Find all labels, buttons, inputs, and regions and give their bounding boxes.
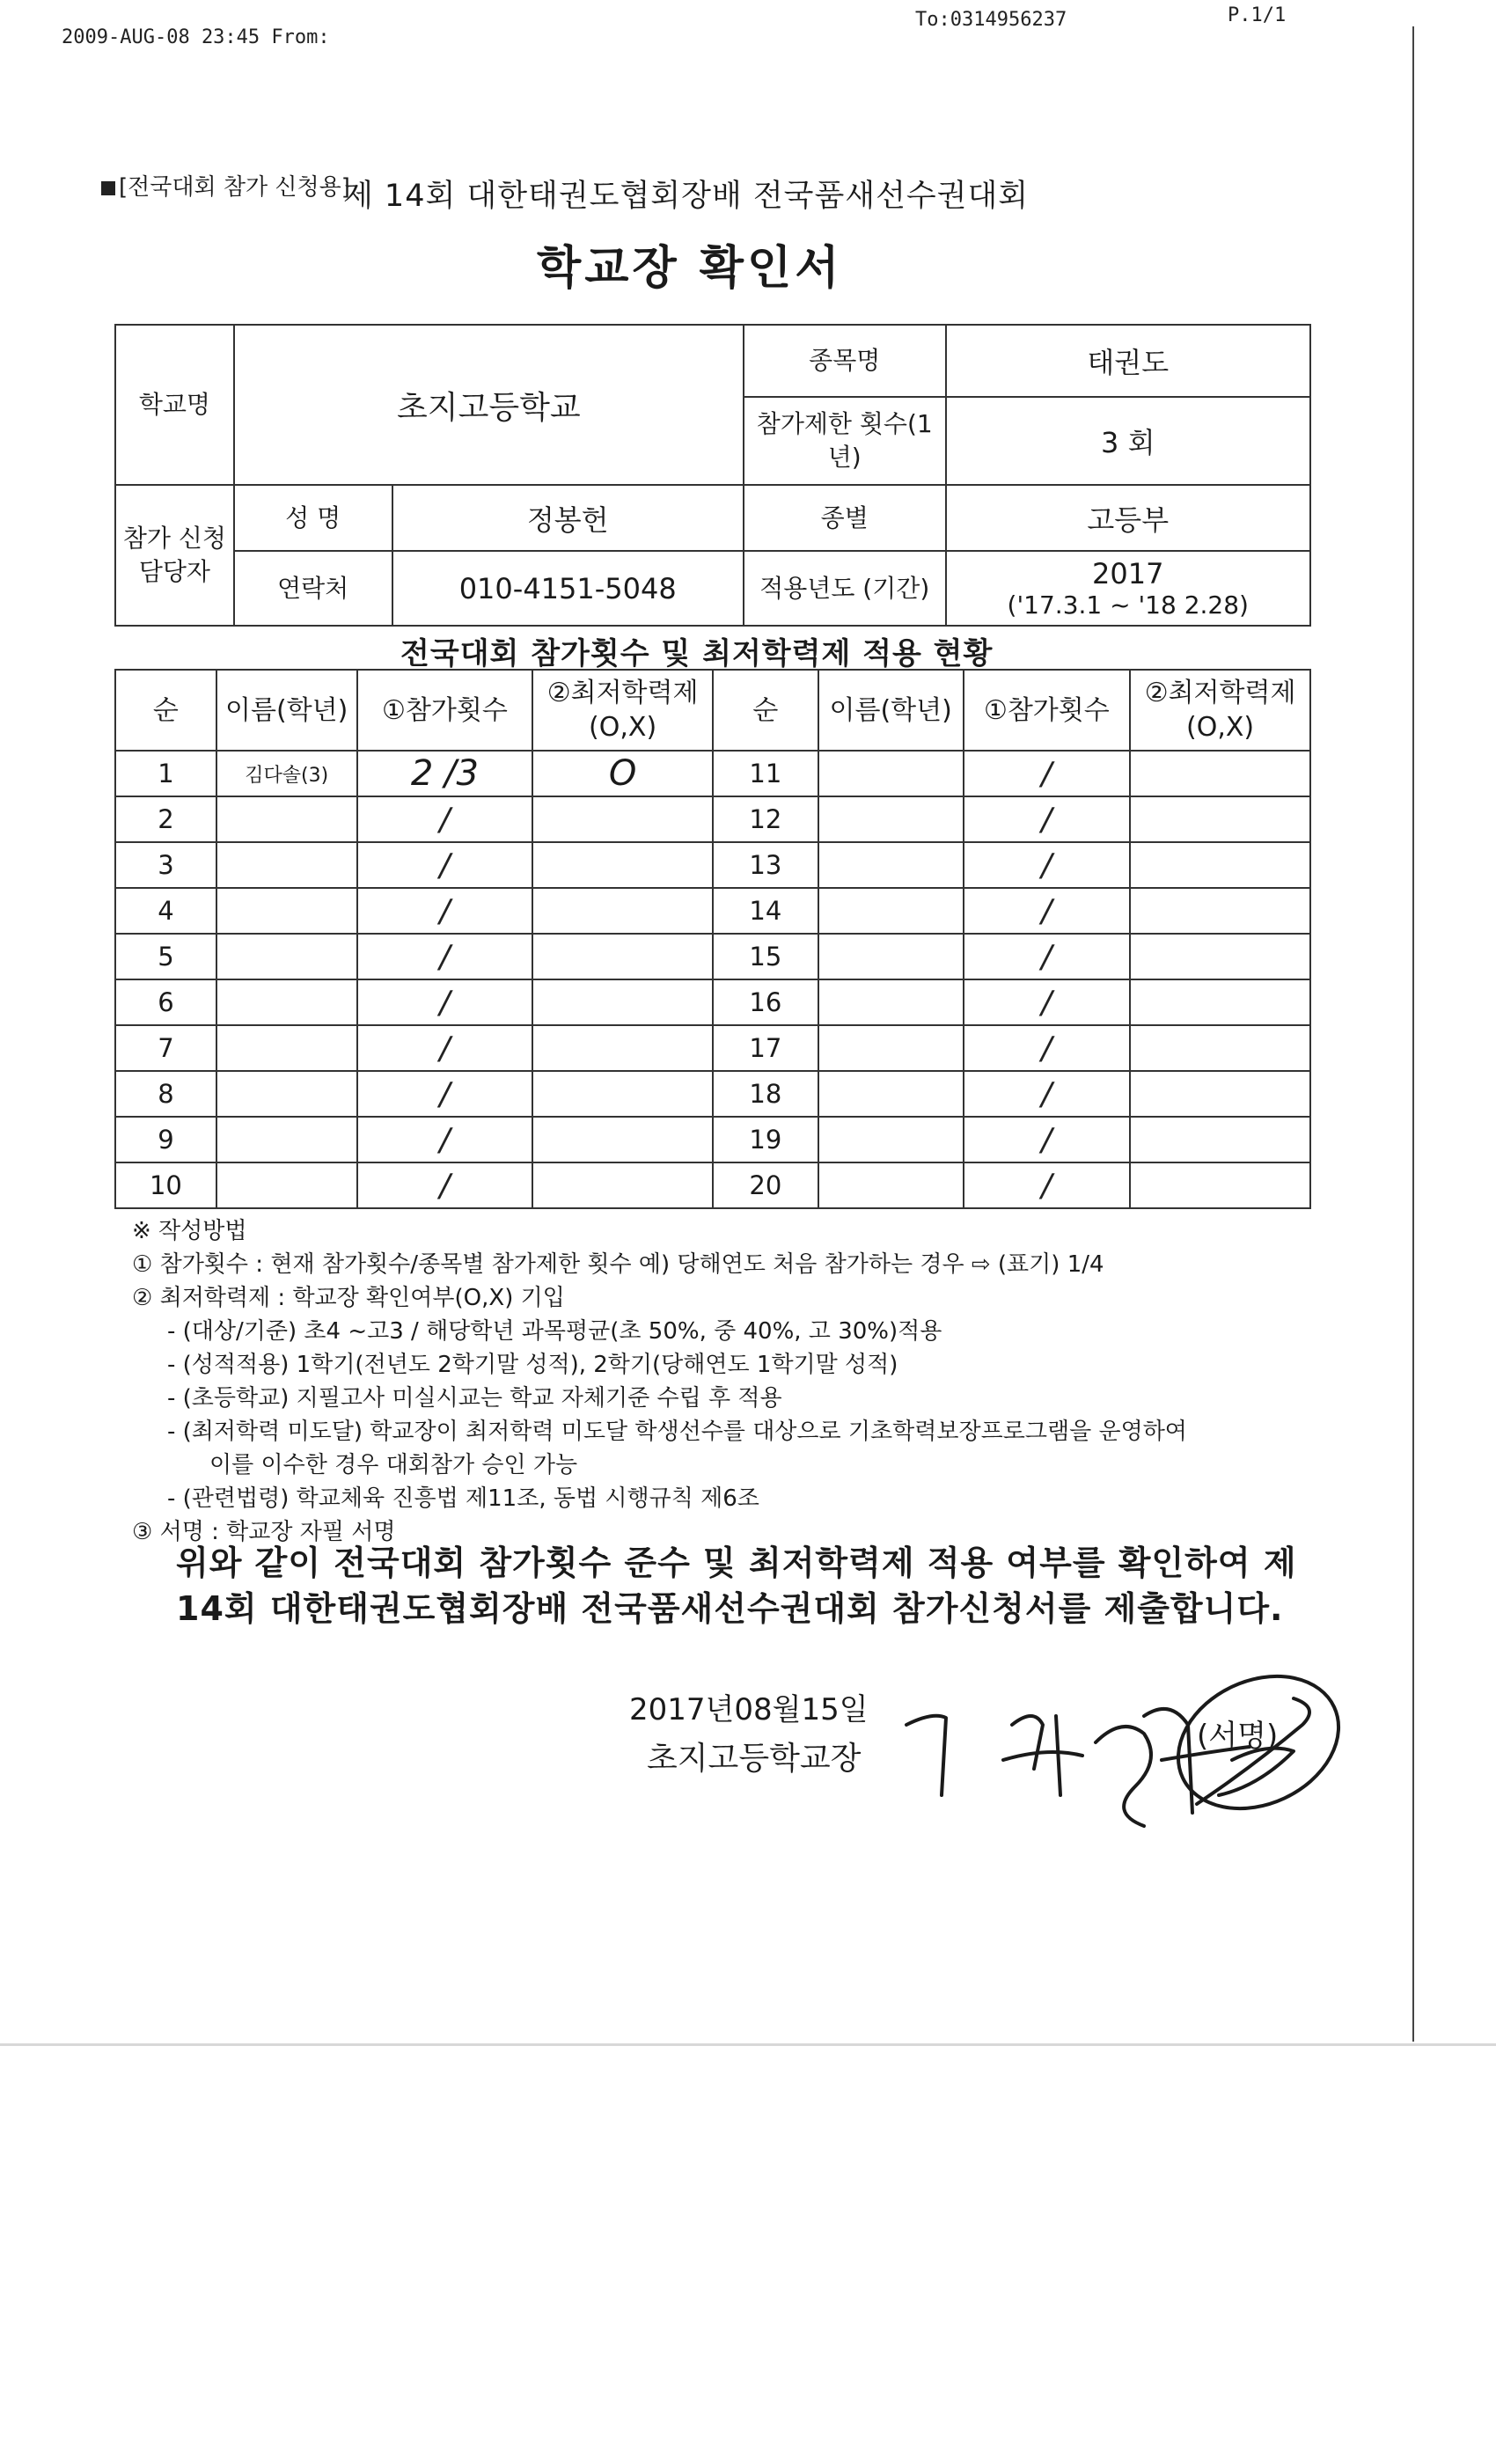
row-number: 16 [713, 979, 818, 1025]
limit-label: 참가제한 횟수(1년) [744, 397, 946, 485]
note-2: ② 최저학력제 : 학교장 확인여부(O,X) 기입 [132, 1285, 565, 1311]
min-academic [1130, 1162, 1310, 1208]
contact-label: 연락처 [234, 551, 392, 626]
participation-count: / [964, 751, 1131, 796]
row-number: 17 [713, 1025, 818, 1071]
row-number: 13 [713, 842, 818, 888]
status-header-row [115, 670, 1310, 751]
min-academic [1130, 934, 1310, 979]
note-2-elementary: - (초등학교) 지필고사 미실시교는 학교 자체기준 수립 후 적용 [167, 1385, 782, 1412]
student-name [216, 979, 357, 1025]
table-row [115, 842, 1310, 888]
participation-count: / [357, 1117, 533, 1162]
table-row [115, 796, 1310, 842]
row-number: 5 [115, 934, 216, 979]
name-label: 성 명 [234, 485, 392, 551]
participation-count: / [964, 979, 1131, 1025]
row-number: 4 [115, 888, 216, 934]
header-no: 순 [713, 670, 818, 751]
min-academic [532, 1117, 713, 1162]
fax-header-sender: 2009-AUG-08 23:45 From: [62, 26, 330, 48]
division-value: 고등부 [946, 485, 1310, 551]
table-row [115, 1117, 1310, 1162]
header-count: ①참가횟수 [357, 670, 533, 751]
instructions [132, 1214, 1346, 1549]
student-name [216, 842, 357, 888]
fax-header-page: P.1/1 [1228, 4, 1287, 26]
student-name [216, 796, 357, 842]
student-name [818, 934, 964, 979]
participation-count: / [357, 1025, 533, 1071]
note-1: ① 참가횟수 : 현재 참가횟수/종목별 참가제한 횟수 예) 당해연도 처음 참가하는 경우 ⇨ (표기) 1/4 [132, 1251, 1104, 1278]
participation-count: / [357, 796, 533, 842]
status-heading: 전국대회 참가횟수 및 최저학력제 적용 현황 [400, 636, 994, 671]
row-number: 2 [115, 796, 216, 842]
row-number: 18 [713, 1071, 818, 1117]
participation-count: / [357, 888, 533, 934]
year-label: 적용년도 (기간) [744, 551, 946, 626]
header-min: ②최저학력제 (O,X) [1130, 670, 1310, 751]
name-value: 정봉헌 [392, 485, 744, 551]
min-academic [532, 934, 713, 979]
min-academic [1130, 1025, 1310, 1071]
page-edge-line [1412, 26, 1414, 2042]
event-value: 태권도 [946, 325, 1310, 397]
student-name [818, 979, 964, 1025]
note-2-grades: - (성적적용) 1학기(전년도 2학기말 성적), 2학기(당해연도 1학기말 성적) [167, 1352, 898, 1378]
row-number: 8 [115, 1071, 216, 1117]
participation-count: / [357, 1162, 533, 1208]
applicant-label: 참가 신청 담당자 [115, 485, 234, 626]
division-label: 종별 [744, 485, 946, 551]
table-row [115, 934, 1310, 979]
min-academic [1130, 979, 1310, 1025]
participation-count: / [964, 796, 1131, 842]
participation-count: / [357, 842, 533, 888]
school-label: 학교명 [115, 325, 234, 485]
student-name [818, 1071, 964, 1117]
student-name [216, 1117, 357, 1162]
header-count: ①참가횟수 [964, 670, 1131, 751]
table-row [115, 1025, 1310, 1071]
min-academic [532, 1162, 713, 1208]
student-name [818, 796, 964, 842]
table-row [115, 751, 1310, 796]
row-number: 3 [115, 842, 216, 888]
participation-count: / [357, 1071, 533, 1117]
participation-count: / [964, 1071, 1131, 1117]
min-academic [1130, 1071, 1310, 1117]
year-value: 2017 [1092, 557, 1164, 590]
table-row [115, 1071, 1310, 1117]
table-row [115, 979, 1310, 1025]
min-academic [532, 842, 713, 888]
student-name [216, 888, 357, 934]
participation-count: / [964, 1025, 1131, 1071]
page-bottom-edge [0, 2043, 1496, 2046]
event-label: 종목명 [744, 325, 946, 397]
min-academic: O [532, 751, 713, 796]
note-2-below-min-cont: 이를 이수한 경우 대회참가 승인 가능 [209, 1452, 578, 1478]
issue-date: 2017년08월15일 [629, 1692, 869, 1727]
student-name [216, 1025, 357, 1071]
row-number: 7 [115, 1025, 216, 1071]
row-number: 15 [713, 934, 818, 979]
min-academic [1130, 796, 1310, 842]
row-number: 19 [713, 1117, 818, 1162]
row-number: 20 [713, 1162, 818, 1208]
note-2-target: - (대상/기준) 초4 ~고3 / 해당학년 과목평균(초 50%, 중 40%, 고 30%)적용 [167, 1318, 942, 1345]
document-title: 학교장 확인서 [537, 242, 843, 295]
row-number: 10 [115, 1162, 216, 1208]
row-number: 14 [713, 888, 818, 934]
principal-signature [880, 1663, 1373, 1839]
student-name [216, 934, 357, 979]
confirmation-statement: 위와 같이 전국대회 참가횟수 준수 및 최저학력제 적용 여부를 확인하여 제 14회 대한태권도협회장배 전국품새선수권대회 참가신청서를 제출합니다. [176, 1544, 1297, 1628]
note-3: ③ 서명 : 학교장 자필 서명 [132, 1519, 396, 1545]
fax-header-recipient: To:0314956237 [915, 9, 1067, 31]
min-academic [532, 796, 713, 842]
student-name [216, 1162, 357, 1208]
row-number: 9 [115, 1117, 216, 1162]
student-name [818, 751, 964, 796]
applicant-info-table [114, 324, 1311, 627]
participation-count: / [357, 979, 533, 1025]
header-no: 순 [115, 670, 216, 751]
header-name: 이름(학년) [216, 670, 357, 751]
min-academic [532, 888, 713, 934]
student-name [818, 888, 964, 934]
student-name [818, 1162, 964, 1208]
principal-title: 초지고등학교장 [647, 1741, 862, 1777]
min-academic [1130, 751, 1310, 796]
participation-count: / [964, 888, 1131, 934]
year-cell [946, 551, 1310, 626]
participation-count: 2 /3 [357, 751, 533, 796]
student-name [818, 1025, 964, 1071]
school-name: 초지고등학교 [234, 325, 744, 485]
note-2-below-min: - (최저학력 미도달) 학교장이 최저학력 미도달 학생선수를 대상으로 기초학력보장프로그램을 운영하여 [167, 1419, 1187, 1445]
student-name [216, 1071, 357, 1117]
student-name [818, 1117, 964, 1162]
participation-count: / [964, 842, 1131, 888]
min-academic [1130, 1117, 1310, 1162]
min-academic [532, 1071, 713, 1117]
contact-value: 010-4151-5048 [392, 551, 744, 626]
note-2-law: - (관련법령) 학교체육 진흥법 제11조, 동법 시행규칙 제6조 [167, 1485, 759, 1512]
participation-count: / [964, 1117, 1131, 1162]
document-type-text: [전국대회 참가 신청용] [119, 174, 350, 201]
participation-count: / [964, 934, 1131, 979]
row-number: 6 [115, 979, 216, 1025]
participation-count: / [357, 934, 533, 979]
status-body [115, 751, 1310, 1208]
limit-value: 3 회 [946, 397, 1310, 485]
row-number: 1 [115, 751, 216, 796]
square-bullet-icon [101, 181, 115, 195]
min-academic [1130, 842, 1310, 888]
participation-count: / [964, 1162, 1131, 1208]
table-row [115, 1162, 1310, 1208]
table-row [115, 888, 1310, 934]
student-name: 김다솔(3) [216, 751, 357, 796]
notes-header: ※ 작성방법 [132, 1218, 247, 1244]
row-number: 12 [713, 796, 818, 842]
row-number: 11 [713, 751, 818, 796]
min-academic [532, 1025, 713, 1071]
header-name: 이름(학년) [818, 670, 964, 751]
document-subtitle: 제 14회 대한태권도협회장배 전국품새선수권대회 [343, 179, 1030, 214]
signature-label: (서명) [1197, 1719, 1279, 1754]
header-min: ②최저학력제 (O,X) [532, 670, 713, 751]
student-name [818, 842, 964, 888]
min-academic [532, 979, 713, 1025]
document-type [101, 169, 350, 202]
min-academic [1130, 888, 1310, 934]
participation-status-table [114, 669, 1311, 1209]
period-value: ('17.3.1 ~ '18 2.28) [1007, 590, 1249, 620]
